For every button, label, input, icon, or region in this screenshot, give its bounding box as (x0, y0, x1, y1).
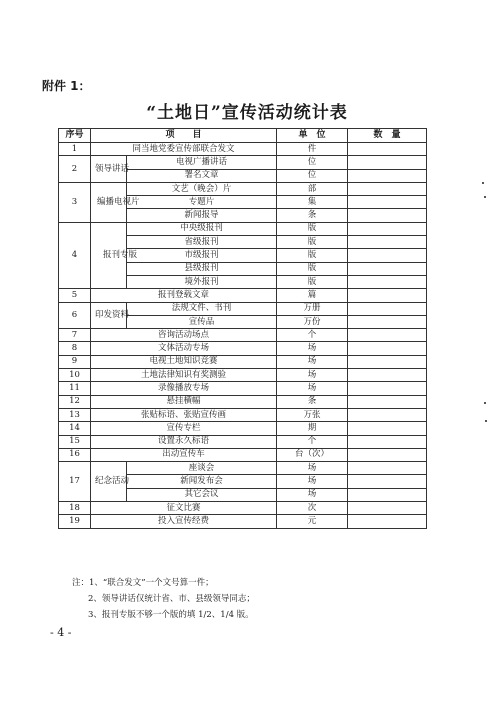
table-row (59, 355, 427, 368)
row-item: 录像播放专场 (91, 382, 277, 395)
row-no: 15 (59, 435, 91, 448)
table-row (59, 289, 427, 302)
row-unit: 部 (277, 182, 348, 195)
table-row (59, 408, 427, 421)
row-no: 11 (59, 382, 91, 395)
row-category: 报刊专版 (91, 222, 127, 288)
quantity-cell[interactable] (348, 156, 427, 169)
row-no: 13 (59, 408, 91, 421)
row-category: 编播电视片 (91, 182, 127, 222)
quantity-cell[interactable] (348, 462, 427, 475)
page-title: “土地日”宣传活动统计表 (146, 103, 348, 123)
row-unit: 场 (277, 462, 348, 475)
quantity-cell[interactable] (348, 196, 427, 209)
attachment-label: 附件 1： (42, 79, 91, 93)
row-no: 1 (59, 143, 91, 156)
row-unit: 万份 (277, 315, 348, 328)
row-unit: 集 (277, 196, 348, 209)
row-unit: 版 (277, 249, 348, 262)
quantity-cell[interactable] (348, 275, 427, 288)
row-unit: 版 (277, 236, 348, 249)
row-unit: 场 (277, 355, 348, 368)
table-row (59, 143, 427, 156)
quantity-cell[interactable] (348, 236, 427, 249)
row-unit: 场 (277, 382, 348, 395)
row-item: 署名文章 (127, 169, 277, 182)
row-item: 法规文件、书刊 (127, 302, 277, 315)
row-item: 投入宣传经费 (91, 515, 277, 528)
row-item: 同当地党委宣传部联合发文 (91, 143, 277, 156)
row-unit: 位 (277, 156, 348, 169)
quantity-cell[interactable] (348, 143, 427, 156)
row-unit: 场 (277, 342, 348, 355)
scan-speck (484, 196, 486, 198)
row-item: 宣传专栏 (91, 422, 277, 435)
row-item: 出动宣传车 (91, 448, 277, 461)
row-item: 悬挂横幅 (91, 395, 277, 408)
scan-speck (482, 182, 484, 184)
statistics-table (58, 128, 427, 529)
row-no: 5 (59, 289, 91, 302)
row-item: 文艺（晚会）片 (127, 182, 277, 195)
row-unit: 版 (277, 275, 348, 288)
row-no: 7 (59, 329, 91, 342)
table-header-row (59, 129, 427, 143)
row-unit: 台（次） (277, 448, 348, 461)
row-no: 16 (59, 448, 91, 461)
row-item: 文体活动专场 (91, 342, 277, 355)
row-no: 10 (59, 369, 91, 382)
quantity-cell[interactable] (348, 355, 427, 368)
row-item: 电视广播讲话 (127, 156, 277, 169)
header-item: 项 目 (91, 129, 277, 143)
scan-speck (484, 402, 486, 404)
row-no: 17 (59, 462, 91, 502)
row-unit: 个 (277, 329, 348, 342)
row-item: 省级报刊 (127, 236, 277, 249)
quantity-cell[interactable] (348, 395, 427, 408)
row-item: 咨询活动场点 (91, 329, 277, 342)
row-unit: 次 (277, 502, 348, 515)
row-unit: 条 (277, 209, 348, 222)
row-unit: 篇 (277, 289, 348, 302)
page-number: - 4 - (50, 626, 72, 639)
quantity-cell[interactable] (348, 182, 427, 195)
quantity-cell[interactable] (348, 408, 427, 421)
footnote-3: 3、报刊专版不够一个版的填 1/2、1/4 版。 (88, 610, 254, 620)
quantity-cell[interactable] (348, 515, 427, 528)
footnote-2: 2、领导讲话仅统计省、市、县级领导同志； (88, 594, 255, 604)
row-item: 设置永久标语 (91, 435, 277, 448)
table-row (59, 502, 427, 515)
row-no: 8 (59, 342, 91, 355)
quantity-cell[interactable] (348, 448, 427, 461)
row-no: 18 (59, 502, 91, 515)
table-row (59, 302, 427, 315)
quantity-cell[interactable] (348, 329, 427, 342)
row-no: 3 (59, 182, 91, 222)
row-category: 印发资料 (91, 302, 127, 329)
quantity-cell[interactable] (348, 488, 427, 501)
row-item: 张贴标语、张贴宣传画 (91, 408, 277, 421)
row-no: 12 (59, 395, 91, 408)
quantity-cell[interactable] (348, 382, 427, 395)
row-unit: 场 (277, 475, 348, 488)
table-row (59, 222, 427, 235)
quantity-cell[interactable] (348, 262, 427, 275)
quantity-cell[interactable] (348, 502, 427, 515)
table-row (59, 462, 427, 475)
row-category: 领导讲话 (91, 156, 127, 183)
table-row (59, 395, 427, 408)
quantity-cell[interactable] (348, 435, 427, 448)
row-no: 6 (59, 302, 91, 329)
row-unit: 万张 (277, 408, 348, 421)
footnotes (72, 575, 255, 623)
row-item: 中央级报刊 (127, 222, 277, 235)
row-item: 座谈会 (127, 462, 277, 475)
row-item: 其它会议 (127, 488, 277, 501)
row-item: 征文比赛 (91, 502, 277, 515)
quantity-cell[interactable] (348, 422, 427, 435)
row-item: 报刊登载文章 (91, 289, 277, 302)
quantity-cell[interactable] (348, 302, 427, 315)
footnote-1: 注：1、“联合发文”一个文号算一件； (72, 578, 214, 588)
row-category: 纪念活动 (91, 462, 127, 502)
row-unit: 元 (277, 515, 348, 528)
header-quantity: 数 量 (348, 129, 427, 143)
row-unit: 条 (277, 395, 348, 408)
row-unit: 版 (277, 262, 348, 275)
row-item: 市级报刊 (127, 249, 277, 262)
table-row (59, 422, 427, 435)
quantity-cell[interactable] (348, 289, 427, 302)
row-unit: 期 (277, 422, 348, 435)
row-item: 土地法律知识有奖测验 (91, 369, 277, 382)
table-row (59, 382, 427, 395)
table-row (59, 342, 427, 355)
quantity-cell[interactable] (348, 315, 427, 328)
row-unit: 版 (277, 222, 348, 235)
table-row (59, 435, 427, 448)
header-unit: 单 位 (277, 129, 348, 143)
row-item: 境外报刊 (127, 275, 277, 288)
quantity-cell[interactable] (348, 169, 427, 182)
row-item: 专题片 (127, 196, 277, 209)
row-no: 14 (59, 422, 91, 435)
row-item: 新闻发布会 (127, 475, 277, 488)
row-unit: 万册 (277, 302, 348, 315)
table-row (59, 448, 427, 461)
quantity-cell[interactable] (348, 342, 427, 355)
row-no: 2 (59, 156, 91, 183)
row-no: 19 (59, 515, 91, 528)
quantity-cell[interactable] (348, 209, 427, 222)
table-row (59, 329, 427, 342)
table-row (59, 369, 427, 382)
row-unit: 场 (277, 488, 348, 501)
header-no: 序号 (59, 129, 91, 143)
row-no: 9 (59, 355, 91, 368)
quantity-cell[interactable] (348, 222, 427, 235)
table-row (59, 182, 427, 195)
table-row (59, 515, 427, 528)
row-item: 电视土地知识竞赛 (91, 355, 277, 368)
quantity-cell[interactable] (348, 369, 427, 382)
quantity-cell[interactable] (348, 249, 427, 262)
row-no: 4 (59, 222, 91, 288)
row-unit: 件 (277, 143, 348, 156)
row-unit: 场 (277, 369, 348, 382)
quantity-cell[interactable] (348, 475, 427, 488)
scan-speck (485, 420, 487, 422)
row-unit: 个 (277, 435, 348, 448)
row-item: 宣传品 (127, 315, 277, 328)
row-unit: 位 (277, 169, 348, 182)
table-row (59, 156, 427, 169)
row-item: 新闻报导 (127, 209, 277, 222)
row-item: 县级报刊 (127, 262, 277, 275)
